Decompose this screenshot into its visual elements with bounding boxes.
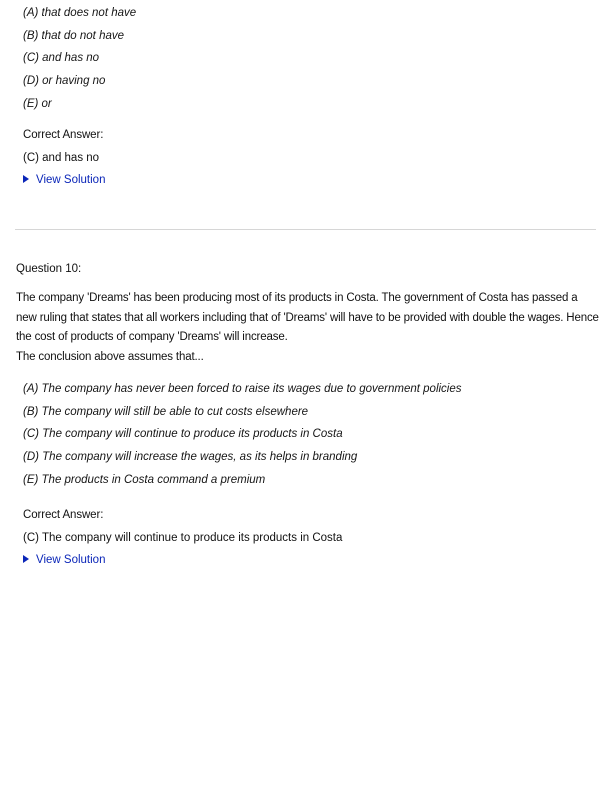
prev-option-d[interactable]: (D) or having no: [23, 75, 106, 88]
prev-correct-answer-label: Correct Answer:: [23, 129, 104, 141]
question-stem: The company 'Dreams' has been producing most of its products in Costa. The government of Costa has passed a new ruling that states that all workers including that of 'Dreams' will have to be provided with double the wages. Hence the cost of products of company 'Dreams' will increase.: [16, 292, 599, 344]
option-c[interactable]: (C) The company will continue to produce its products in Costa: [23, 428, 343, 441]
correct-answer-label: Correct Answer:: [23, 509, 104, 521]
prev-correct-answer-value: (C) and has no: [23, 152, 100, 164]
prev-options-list: [23, 2, 136, 115]
prev-view-solution-link[interactable]: [23, 173, 105, 187]
question-options-list: [23, 378, 462, 491]
view-solution-label: View Solution: [36, 554, 106, 566]
prev-option-a[interactable]: (A) that does not have: [23, 7, 137, 19]
prev-option-b[interactable]: (B) that do not have: [23, 29, 125, 42]
prev-option-c[interactable]: (C) and has no: [23, 52, 100, 65]
prev-view-solution-label: View Solution: [36, 174, 106, 186]
view-solution-link[interactable]: [23, 553, 105, 567]
prev-answer-block: [23, 128, 105, 188]
question-divider: [15, 229, 596, 230]
prev-option-e[interactable]: (E) or: [23, 97, 52, 110]
option-b[interactable]: (B) The company will still be able to cut costs elsewhere: [23, 405, 309, 418]
option-a[interactable]: (A) The company has never been forced to raise its wages due to government policies: [23, 383, 462, 395]
question-prompt: The conclusion above assumes that...: [16, 351, 204, 364]
option-e[interactable]: (E) The products in Costa command a premium: [23, 473, 266, 486]
question-body: [16, 289, 601, 368]
correct-answer-value: (C) The company will continue to produce its products in Costa: [23, 532, 343, 544]
question-title: Question 10:: [16, 263, 82, 275]
answer-block: [23, 508, 342, 568]
play-triangle-icon: [23, 555, 29, 563]
option-d[interactable]: (D) The company will increase the wages, as its helps in branding: [23, 451, 358, 464]
play-triangle-icon: [23, 175, 29, 183]
